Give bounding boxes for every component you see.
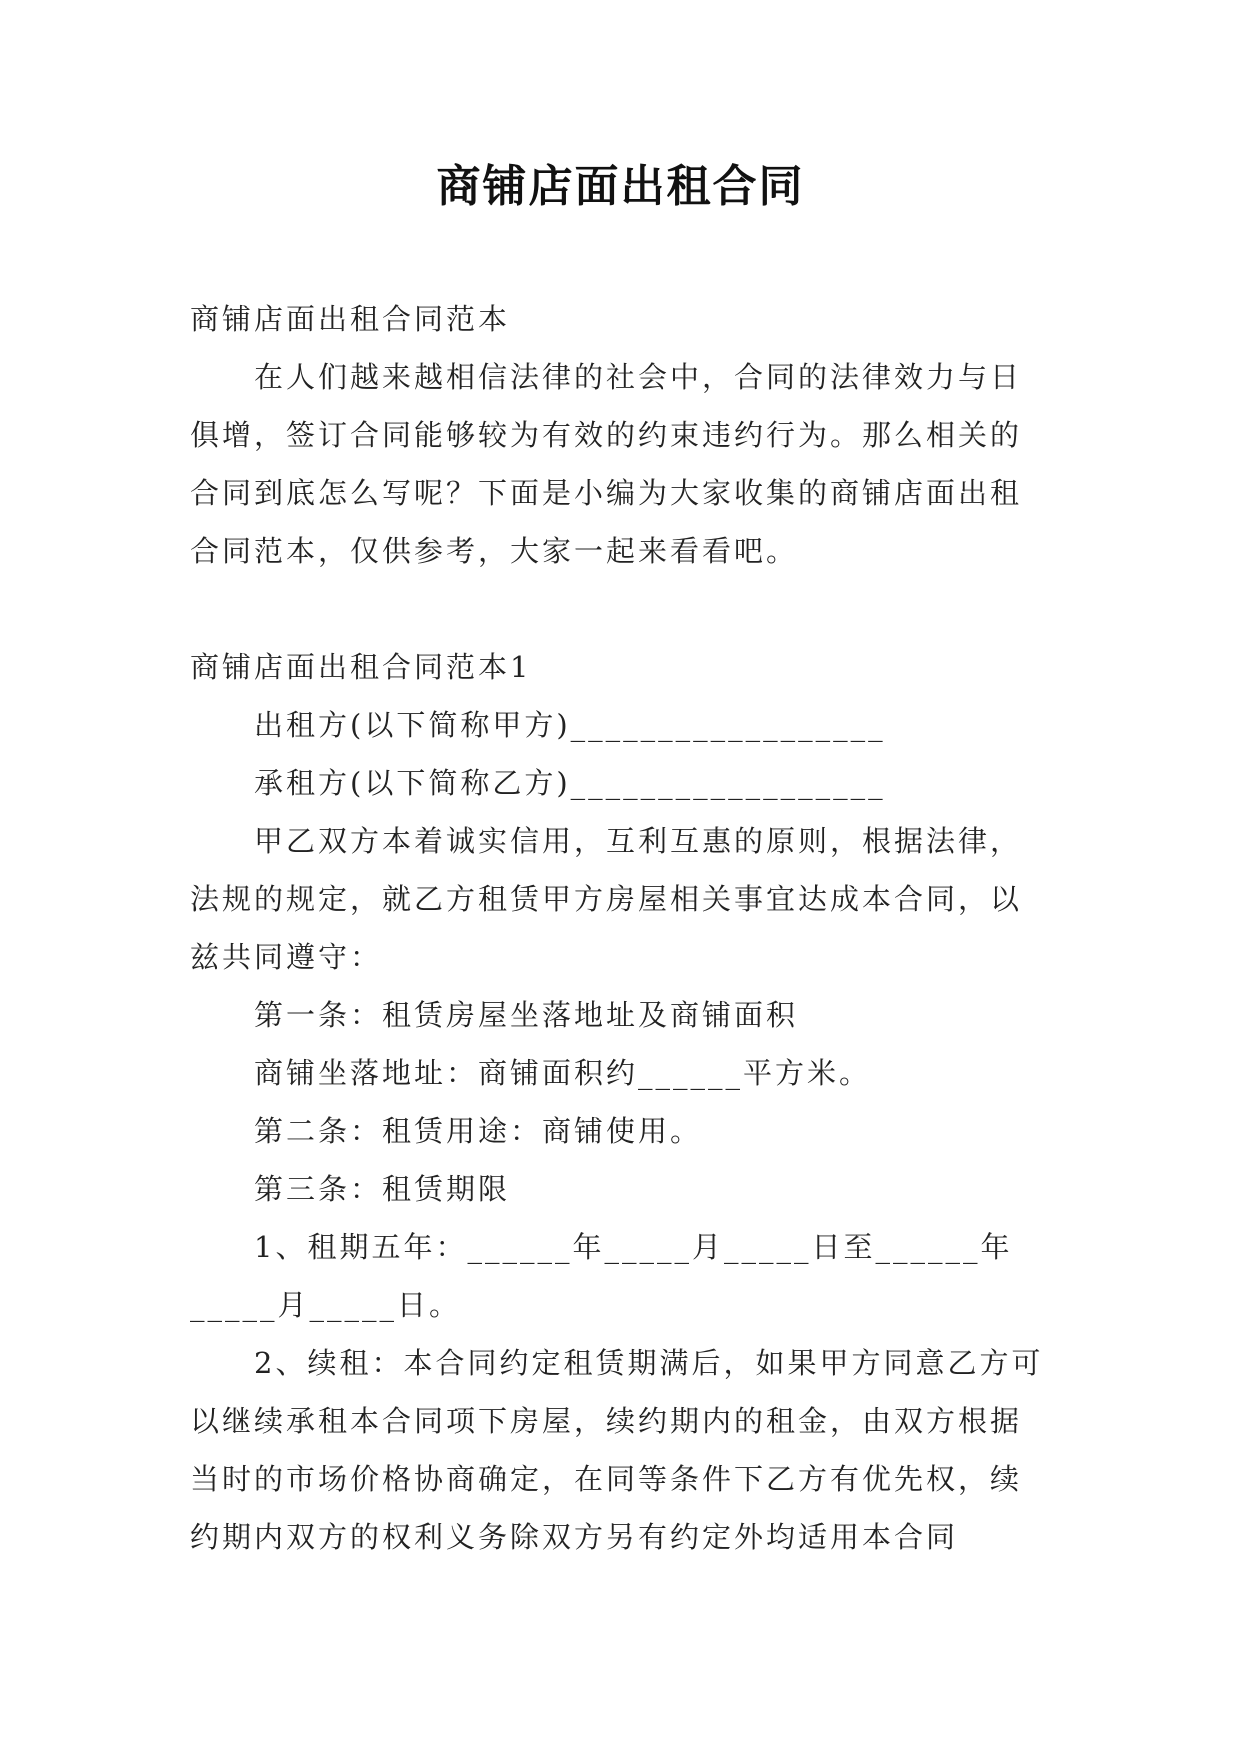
section-heading-intro: 商铺店面出租合同范本 xyxy=(190,302,511,336)
paragraph-gap xyxy=(190,580,1050,638)
principle-paragraph: 甲乙双方本着诚实信用，互利互惠的原则，根据法律，法规的规定，就乙方租赁甲方房屋相关事宜达成本合同，以兹共同遵守： xyxy=(190,824,1023,974)
document-body xyxy=(190,290,1050,1566)
intro-paragraph: 在人们越来越相信法律的社会中，合同的法律效力与日俱增，签订合同能够较为有效的约束违约行为。那么相关的合同到底怎么写呢？下面是小编为大家收集的商铺店面出租合同范本，仅供参考，大家一起来看看吧。 xyxy=(190,360,1023,568)
lessor-line: 出租方(以下简称甲方)__________________ xyxy=(254,708,886,742)
section-heading-template-1: 商铺店面出租合同范本1 xyxy=(190,650,532,684)
shop-address-line: 商铺坐落地址：商铺面积约______平方米。 xyxy=(254,1056,872,1090)
article-1-heading: 第一条：租赁房屋坐落地址及商铺面积 xyxy=(254,998,799,1032)
document-title: 商铺店面出租合同 xyxy=(436,161,805,212)
renewal-paragraph: 2、续租：本合同约定租赁期满后，如果甲方同意乙方可以继续承租本合同项下房屋，续约期内的租金，由双方根据当时的市场价格协商确定，在同等条件下乙方有优先权，续约期内双方的权利义务除双方另有约定外均适用本合同 xyxy=(190,1346,1044,1554)
lessee-line: 承租方(以下简称乙方)__________________ xyxy=(254,766,886,800)
lease-term-line: 1、租期五年：______年_____月_____日至______年_____月_____日。 xyxy=(190,1230,1013,1322)
article-3-heading: 第三条：租赁期限 xyxy=(254,1172,511,1206)
article-2-line: 第二条：租赁用途：商铺使用。 xyxy=(254,1114,703,1148)
